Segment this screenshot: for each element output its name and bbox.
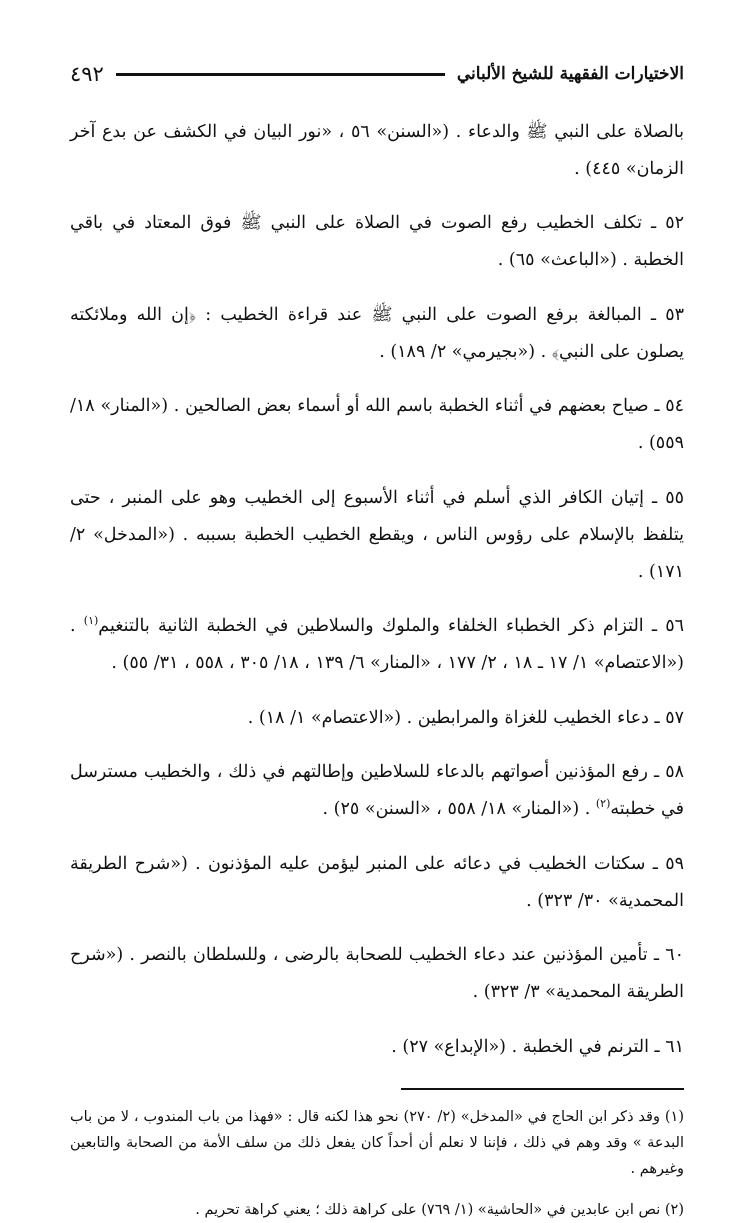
footnote-ref-2[interactable]: (٢): [595, 797, 611, 811]
entry-54: ٥٤ ـ صياح بعضهم في أثناء الخطبة باسم الله أو أسماء بعض الصالحين . («المنار» ١٨/ ٥٥٩) .: [70, 396, 684, 453]
running-title: الاختيارات الفقهية للشيخ الألباني: [456, 64, 684, 84]
footnote-1: (١) وقد ذكر ابن الحاج في «المدخل» (٢/ ٢٧٠) نحو هذا لكنه قال : «فهذا من باب المندوب ، لا من باب البدعة » وقد وهم في ذلك ، فإننا لا نعلم أن أحداً كان يفعل ذلك من سلف الأمة من الصحابة والتابعين وغيرهم .: [70, 1109, 684, 1177]
entry-56: [70, 608, 684, 682]
entry-55: ٥٥ ـ إتيان الكافر الذي أسلم في أثناء الأسبوع إلى الخطيب وهو على المنبر ، حتى يتلفظ بالإسلام على رؤوس الناس ، ويقطع الخطيب الخطبة بسببه . («المدخل» ٢/ ١٧١) .: [70, 487, 684, 582]
page-header: [70, 52, 684, 96]
page-number: ٤٩٢: [70, 62, 104, 86]
footnotes: [70, 1104, 684, 1223]
entry-58-text-after: . («المنار» ١٨/ ٥٥٨ ، «السنن» ٢٥) .: [322, 799, 596, 819]
main-text: [70, 114, 684, 1066]
entry-57: ٥٧ ـ دعاء الخطيب للغزاة والمرابطين . («الاعتصام» ١/ ١٨) .: [247, 707, 684, 728]
footnote-separator: [401, 1088, 684, 1090]
entry-56-text: ٥٦ ـ التزام ذكر الخطباء الخلفاء والملوك والسلاطين في الخطبة الثانية بالتنغيم: [98, 616, 684, 636]
entry-53: ٥٣ ـ المبالغة برفع الصوت على النبي ﷺ عند قراءة الخطيب : ﴿إن الله وملائكته يصلون على النبي﴾ . («بجيرمي» ٢/ ١٨٩) .: [70, 304, 684, 362]
header-rule: [116, 73, 445, 76]
footnote-2: (٢) نص ابن عابدين في «الحاشية» (١/ ٧٦٩) على كراهة ذلك ؛ يعني كراهة تحريم .: [195, 1201, 684, 1218]
entry-58-text: ٥٨ ـ رفع المؤذنين أصواتهم بالدعاء للسلاطين وإطالتهم في ذلك ، والخطيب مسترسل في خطبته: [70, 762, 684, 819]
entry-52: ٥٢ ـ تكلف الخطيب رفع الصوت في الصلاة على النبي ﷺ فوق المعتاد في باقي الخطبة . («الباعث» ٦٥) .: [70, 213, 684, 270]
entry-58: [70, 754, 684, 828]
entry-continuation: بالصلاة على النبي ﷺ والدعاء . («السنن» ٥٦ ، «نور البيان في الكشف عن بدع آخر الزمان» ٤٤٥) .: [70, 121, 685, 179]
footnote-ref-1[interactable]: (١): [83, 614, 99, 628]
entry-61: ٦١ ـ الترنم في الخطبة . («الإبداع» ٢٧) .: [391, 1036, 684, 1057]
entry-60: ٦٠ ـ تأمين المؤذنين عند دعاء الخطيب للصحابة بالرضى ، وللسلطان بالنصر . («شرح الطريقة المحمدية» ٣/ ٣٢٣) .: [70, 945, 684, 1002]
entry-56-text-after: . («الاعتصام» ١/ ١٧ ـ ١٨ ، ٢/ ١٧٧ ، «المنار» ٦/ ١٣٩ ، ١٨/ ٣٠٥ ، ٥٥٨ ، ٣١/ ٥٥) .: [70, 616, 684, 673]
entry-59: ٥٩ ـ سكتات الخطيب في دعائه على المنبر ليؤمن عليه المؤذنون . («شرح الطريقة المحمدية» ٣٠/ ٣٢٣) .: [70, 853, 684, 911]
